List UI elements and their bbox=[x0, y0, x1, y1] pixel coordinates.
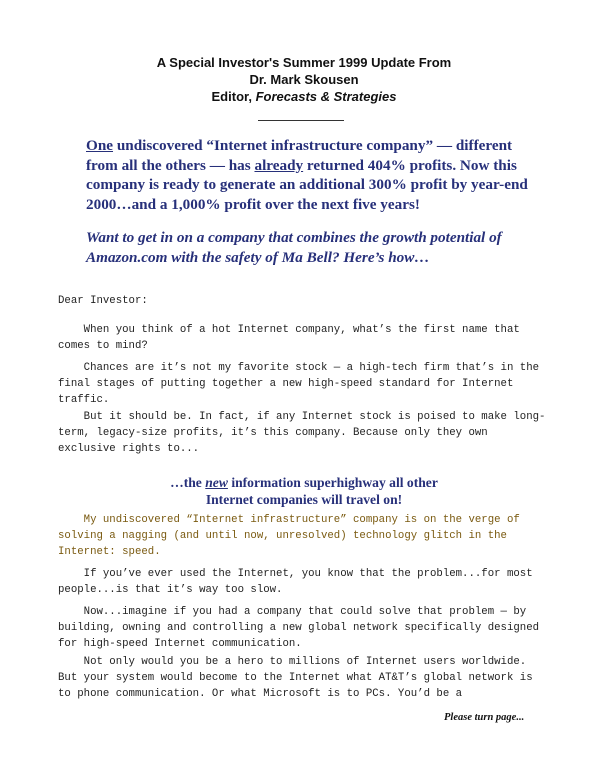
paragraph-3: But it should be. In fact, if any Internet stock is poised to make long-term, legacy-size profits, it’s this company. Because only they own exclusive rights to... bbox=[58, 411, 546, 455]
headline-already: already bbox=[254, 156, 304, 174]
main-headline bbox=[86, 136, 536, 214]
paragraph-1: When you think of a hot Internet company, what’s the first name that comes to mind? bbox=[58, 324, 520, 352]
headline-part-1: undiscovered “Internet infrastructure company” — different from all the others — has bbox=[86, 137, 513, 174]
sub-headline: Want to get in on a company that combines the growth potential of Amazon.com with the safety of Ma Bell? Here’s how… bbox=[86, 229, 502, 266]
letter-header bbox=[0, 54, 608, 105]
header-divider bbox=[258, 120, 344, 121]
headline-part-2: returned 404% profits. Now this company is ready to generate an additional 300% profit by year-end 2000…and a 1,000% profit over the next five years! bbox=[86, 156, 528, 213]
mid-headline-line-1 bbox=[0, 474, 608, 491]
salutation: Dear Investor: bbox=[58, 295, 148, 307]
mid-headline-suffix: information superhighway all other bbox=[227, 475, 438, 490]
headline-one: One bbox=[86, 137, 114, 154]
header-author: Dr. Mark Skousen bbox=[249, 72, 359, 87]
mid-headline-line-2: Internet companies will travel on! bbox=[205, 492, 403, 507]
paragraph-2: Chances are it’s not my favorite stock — a high-tech firm that’s in the final stages of putting together a new high-speed standard for Internet traffic. bbox=[58, 362, 540, 406]
header-publication: Forecasts & Strategies bbox=[255, 89, 397, 104]
header-editor-line bbox=[0, 88, 608, 105]
header-editor-prefix: Editor, bbox=[211, 89, 256, 104]
mid-headline bbox=[0, 474, 608, 508]
paragraph-5: If you’ve ever used the Internet, you know that the problem...for most people...is that it’s way too slow. bbox=[58, 568, 533, 596]
paragraph-6: Now...imagine if you had a company that could solve that problem — by building, owning and controlling a new global network specifically designed for high-speed Internet communication. bbox=[58, 606, 540, 650]
mid-headline-new: new bbox=[205, 475, 228, 490]
mid-headline-prefix: …the bbox=[170, 475, 206, 490]
paragraph-7: Not only would you be a hero to millions of Internet users worldwide. But your system would become to the Internet what AT&T’s global network is to phone communication. Or what Microsoft is to PCs. You’d be a bbox=[58, 656, 533, 700]
paragraph-4: My undiscovered “Internet infrastructure” company is on the verge of solving a nagging (and until now, unresolved) technology glitch in the Internet: speed. bbox=[58, 514, 520, 558]
turn-page-note: Please turn page... bbox=[444, 712, 525, 723]
header-line-1: A Special Investor's Summer 1999 Update From bbox=[156, 55, 452, 70]
